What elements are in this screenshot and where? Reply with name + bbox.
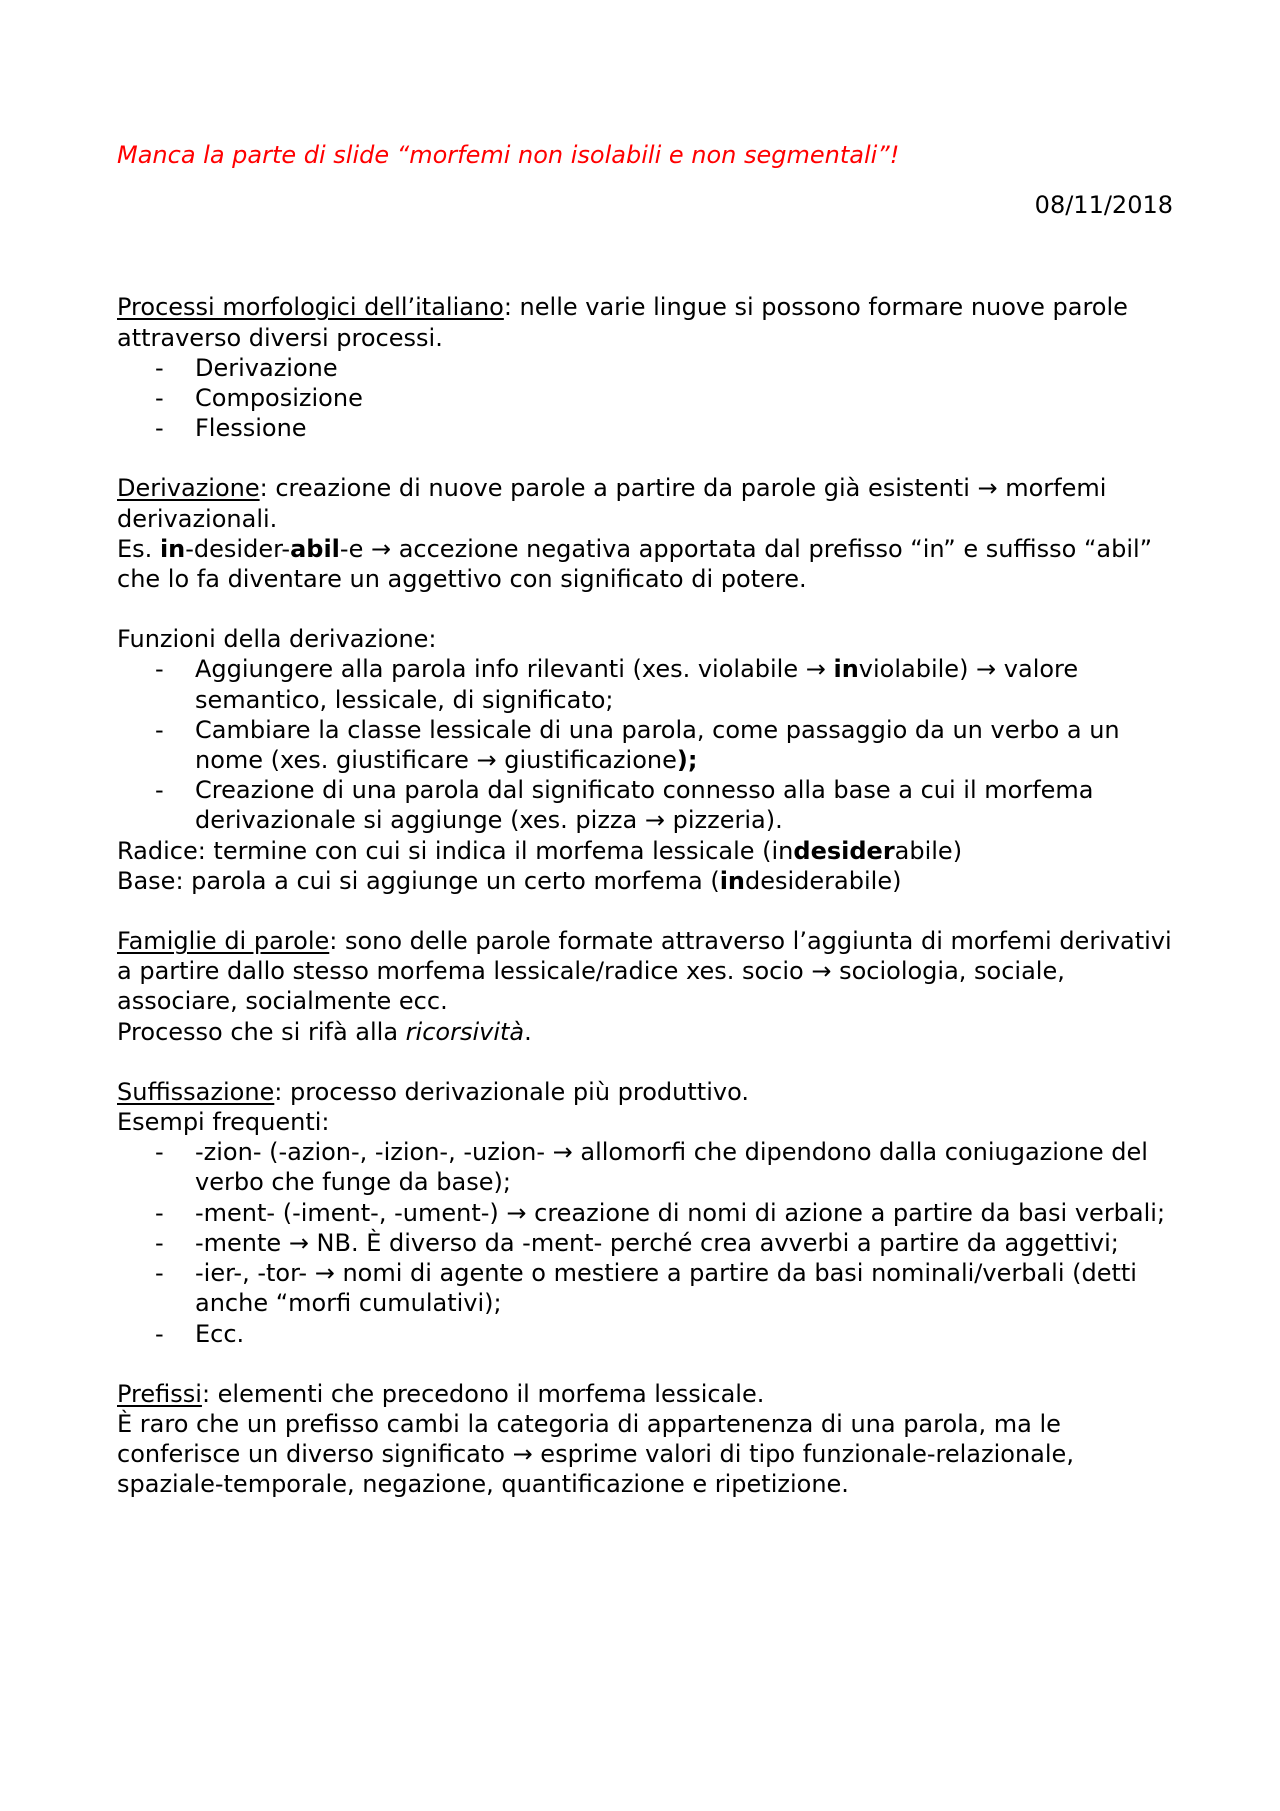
list-item: - -mente → NB. È diverso da -ment- perché crea avverbi a partire da aggettivi; (117, 1228, 1173, 1258)
line-italic: ricorsività (405, 1017, 525, 1046)
base-text: desiderabile) (745, 866, 902, 895)
missing-slides-note: Manca la parte di slide “morfemi non isolabili e non segmentali”! (117, 141, 900, 169)
example-suffix-bold: abil (290, 534, 340, 563)
list-item (117, 654, 1173, 714)
list-item: - Flessione (117, 413, 1173, 443)
famiglie-text: : sono delle parole formate attraverso l’aggiunta di morfemi derivativi a partire dallo stesso morfema lessicale/radice xes. socio → sociologia, sociale, associare, socialmente ecc. (117, 927, 1172, 1016)
processi-text: : nelle varie lingue si possono formare nuove parole attraverso diversi processi. (117, 293, 1128, 352)
item-text: Aggiungere alla parola info rilevanti (xes. violabile → (195, 655, 834, 684)
example-label: Es. (117, 534, 160, 563)
prefissi-description: È raro che un prefisso cambi la categoria di appartenenza di una parola, ma le conferisce un diverso significato → esprime valori di tipo funzionale-relazionale, spaziale-temporale, negazione, quantificazione e ripetizione. (117, 1409, 1074, 1499)
item-bold: ); (676, 746, 698, 775)
derivazione-text: : creazione di nuove parole a partire da parole già esistenti → morfemi derivazionali. (117, 474, 1107, 533)
base-bold: in (719, 866, 745, 895)
list-item: - -zion- (-azion-, -izion-, -uzion- → allomorfi che dipendono dalla coniugazione del verbo che funge da base); (117, 1137, 1173, 1197)
list-item: - -ier-, -tor- → nomi di agente o mestiere a partire da basi nominali/verbali (detti anche “morfi cumulativi); (117, 1258, 1173, 1318)
esempi-label: Esempi frequenti: (117, 1108, 330, 1137)
item-text: Cambiare la classe lessicale di una parola, come passaggio da un verbo a un nome (xes. giustificare → giustificazione (195, 715, 1120, 775)
item-text: violabile) → valore semantico, lessicale, di significato; (195, 655, 1079, 714)
derivazione-paragraph (117, 473, 1173, 533)
famiglie-heading: Famiglie di parole (117, 927, 330, 956)
item-bold: in (833, 655, 859, 684)
document-page (117, 140, 1173, 1500)
radice-text: abile) (894, 836, 963, 865)
example-root: -desider- (185, 534, 291, 563)
suffissazione-text: : processo derivazionale più produttivo. (274, 1077, 749, 1106)
processi-paragraph (117, 292, 1173, 352)
line-text: Processo che si rifà alla (117, 1017, 406, 1046)
list-item: - Composizione (117, 383, 1173, 413)
funzioni-heading: Funzioni della derivazione: (117, 625, 437, 654)
prefissi-heading: Prefissi (117, 1379, 202, 1408)
processi-heading: Processi morfologici dell’italiano (117, 293, 504, 322)
list-item: - Ecc. (117, 1319, 1173, 1349)
list-item: - Creazione di una parola dal significato connesso alla base a cui il morfema derivazionale si aggiunge (xes. pizza → pizzeria). (117, 775, 1173, 835)
ricorsivita-line (117, 1017, 1173, 1047)
line-text: . (524, 1017, 532, 1046)
derivazione-example (117, 534, 1173, 594)
funzioni-list (117, 654, 1173, 835)
famiglie-paragraph (117, 926, 1173, 1017)
suffissazione-list (117, 1137, 1173, 1348)
suffissazione-heading: Suffissazione (117, 1077, 275, 1106)
prefissi-paragraph (117, 1379, 1173, 1409)
base-text: Base: parola a cui si aggiunge un certo morfema ( (117, 866, 720, 895)
list-item (117, 715, 1173, 775)
list-item: - Derivazione (117, 353, 1173, 383)
base-line (117, 866, 1173, 896)
list-item: - -ment- (-iment-, -ument-) → creazione di nomi di azione a partire da basi verbali; (117, 1198, 1173, 1228)
processi-list (117, 353, 1173, 444)
example-prefix-bold: in (159, 534, 186, 563)
derivazione-heading: Derivazione (117, 474, 260, 503)
radice-text: Radice: termine con cui si indica il morfema lessicale (in (117, 836, 794, 865)
radice-line (117, 836, 1173, 866)
suffissazione-paragraph (117, 1077, 1173, 1107)
radice-bold: desider (793, 836, 895, 865)
prefissi-text: : elementi che precedono il morfema lessicale. (201, 1379, 765, 1408)
date: 08/11/2018 (1034, 191, 1173, 220)
example-explanation: -e → accezione negativa apportata dal prefisso “in” e suffisso “abil” che lo fa diventare un aggettivo con significato di potere. (117, 534, 1153, 594)
